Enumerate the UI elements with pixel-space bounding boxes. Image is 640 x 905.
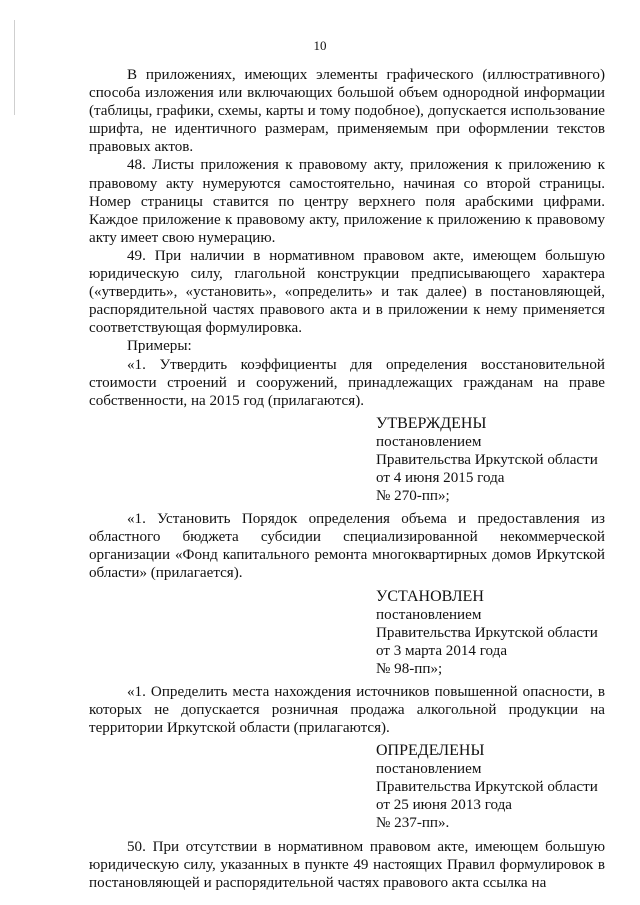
example-3-approval-stamp [376, 741, 605, 832]
example-3-text: «1. Определить места нахождения источников повышенной опасности, в которых не допускается розничная продажа алкогольной продукции на территории Иркутской области (прилагаются). [89, 683, 605, 737]
paragraph-50: 50. При отсутствии в нормативном правовом акте, имеющем большую юридическую силу, указанных в пункте 49 настоящих Правил формулировок в постановляющей и распорядительной частях правового акта ссылка на [89, 838, 605, 891]
stamp-line: постановлением [376, 606, 482, 623]
scan-edge-mark [14, 20, 15, 115]
stamp-line: № 270-пп»; [376, 488, 450, 505]
stamp-line: постановлением [376, 433, 482, 450]
stamp-heading: УСТАНОВЛЕН [376, 587, 484, 605]
stamp-line: от 25 июня 2013 года [376, 797, 512, 814]
examples-heading: Примеры: [127, 338, 192, 355]
paragraph-appendix-graphics: В приложениях, имеющих элементы графического (иллюстративного) способа изложения или включающих большой объем однородной информации (таблицы, графики, схемы, карты и тому подобное), допускается использование шрифта, не идентичного размерам, применяемым при оформлении текстов правовых актов. [89, 67, 605, 156]
stamp-line: Правительства Иркутской области [376, 451, 598, 468]
example-2-approval-stamp [376, 587, 605, 678]
page-number: 10 [313, 38, 327, 53]
paragraph-49: 49. При наличии в нормативном правовом акте, имеющем большую юридическую силу, глагольной конструкции предписывающего характера («утвердить», «установить», «определить» и так далее) в постановляющей, распорядительной частях правового акта и в приложении к нему применяется соответствующая формулировка. [89, 247, 605, 337]
stamp-line: от 4 июня 2015 года [376, 469, 505, 486]
example-2-text: «1. Установить Порядок определения объема и предоставления из областного бюджета субсидии специализированной некоммерческой организации «Фонд капитального ремонта многоквартирных домов Иркутской области» (прилагается). [89, 511, 605, 582]
document-body [89, 66, 605, 892]
stamp-line: № 98-пп»; [376, 660, 443, 677]
stamp-line: № 237-пп». [376, 815, 450, 832]
stamp-line: от 3 марта 2014 года [376, 642, 508, 659]
stamp-heading: УТВЕРЖДЕНЫ [376, 414, 487, 432]
example-1-text: «1. Утвердить коэффициенты для определения восстановительной стоимости строений и сооружений, принадлежащих гражданам на праве собственности, на 2015 год (прилагаются). [89, 356, 605, 409]
example-1-approval-stamp [376, 414, 605, 505]
stamp-line: Правительства Иркутской области [376, 779, 598, 796]
paragraph-48: 48. Листы приложения к правовому акту, приложения к приложению к правовому акту нумеруются самостоятельно, начиная со второй страницы. Номер страницы ставится по центру верхнего поля арабскими цифрами. Каждое приложение к правовому акту, приложение к приложению к правовому акту имеет свою нумерацию. [89, 157, 605, 246]
stamp-line: постановлением [376, 761, 482, 778]
stamp-line: Правительства Иркутской области [376, 624, 598, 641]
stamp-heading: ОПРЕДЕЛЕНЫ [376, 742, 485, 760]
